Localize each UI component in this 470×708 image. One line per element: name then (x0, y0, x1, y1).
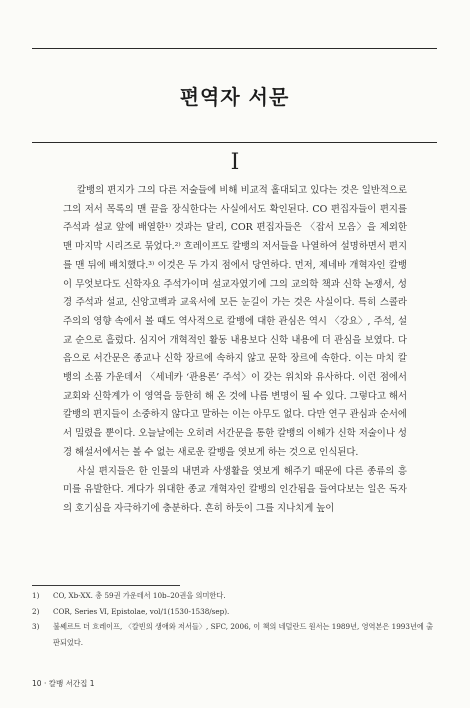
footnote-number: 2) (32, 606, 40, 616)
chapter-header (32, 48, 437, 143)
footnotes (32, 588, 437, 650)
chapter-title: 편역자 서문 (179, 85, 290, 109)
footnote-text: COR, Series Ⅵ, Epistolae, vol/1(1530-1538/sep). (53, 606, 230, 616)
paragraph: 칼뱅의 편지가 그의 다른 저술들에 비해 비교적 홀대되고 있다는 것은 일반적으로 그의 저서 목록의 맨 끝을 장식한다는 사실에서도 확인된다. CO 편집자들이 편지를 주석과 설교 앞에 배열한¹⁾ 것과는 달리, COR 편집자들은 〈잡서 모음〉을 제외한 맨 마지막 시리즈로 묶었다.²⁾ 흐레이프도 칼뱅의 저서들을 나열하여 설명하면서 편지를 맨 뒤에 배치했다.³⁾ 이것은 두 가지 점에서 당연하다. 먼저, 제네바 개혁자인 칼뱅이 무엇보다도 신학자요 주석가이며 설교자였기에 그의 교의학 책과 신학 논쟁서, 성경 주석과 설교, 신앙고백과 교육서에 모든 눈길이 가는 것은 사실이다. 특히 스콜라주의의 영향 속에서 볼 때도 역사적으로 칼뱅에 대한 관심은 역시 〈강요〉, 주석, 설교 순으로 흘렀다. 심지어 개혁적인 활동 내용보다 신학 내용에 더 관심을 보였다. 다음으로 서간문은 종교나 신학 장르에 속하지 않고 문학 장르에 속한다. 이는 마치 칼뱅의 소품 가운데서 〈세네카 ‘관용론’ 주석〉이 갖는 위치와 유사하다. 이런 점에서 교회와 신학계가 이 영역을 등한히 해 온 것에 나름 변명이 될 수 있다. 그렇다고 해서 칼뱅의 편지들이 소중하지 않다고 말하는 이는 아무도 없다. 다만 연구 관심과 순서에서 밀렸을 뿐이다. 오늘날에는 오히려 서간문을 통한 칼뱅의 이해가 신학 저술이나 성경 해설서에서는 볼 수 없는 새로운 칼뱅을 엿보게 하는 것으로 인식된다. (63, 185, 407, 458)
page-number: 10 (32, 679, 42, 688)
footnote-item (32, 604, 437, 620)
footnote-item (32, 619, 437, 650)
book-title: 칼뱅 서간집 1 (48, 679, 95, 688)
running-footer (32, 678, 94, 689)
footnote-divider (32, 585, 180, 586)
footnote-number: 3) (32, 622, 40, 631)
footnote-text: CO, Xb-XX. 총 59권 가운데서 10b–20권을 의미한다. (53, 591, 226, 600)
footnote-text: 불쎄르트 더 흐레이프, 〈칼빈의 생애와 저서들〉, SFC, 2006, 이 책의 네덜란드 원서는 1989년, 영역본은 1993년에 출판되었다. (53, 622, 434, 647)
paragraph: 사실 편지들은 한 인물의 내면과 사생활을 엿보게 해주기 때문에 다른 종류의 흥미를 유발한다. 게다가 위대한 종교 개혁자인 칼뱅의 인간됨을 들여다보는 일은 독자의 호기심을 자극하기에 충분하다. 흔히 하듯이 그를 지나치게 높이 (63, 465, 407, 514)
footnote-item (32, 588, 437, 604)
footnote-number: 1) (32, 591, 40, 600)
section-numeral: I (230, 150, 240, 175)
body-text (63, 182, 407, 519)
footer-separator: · (43, 679, 47, 688)
